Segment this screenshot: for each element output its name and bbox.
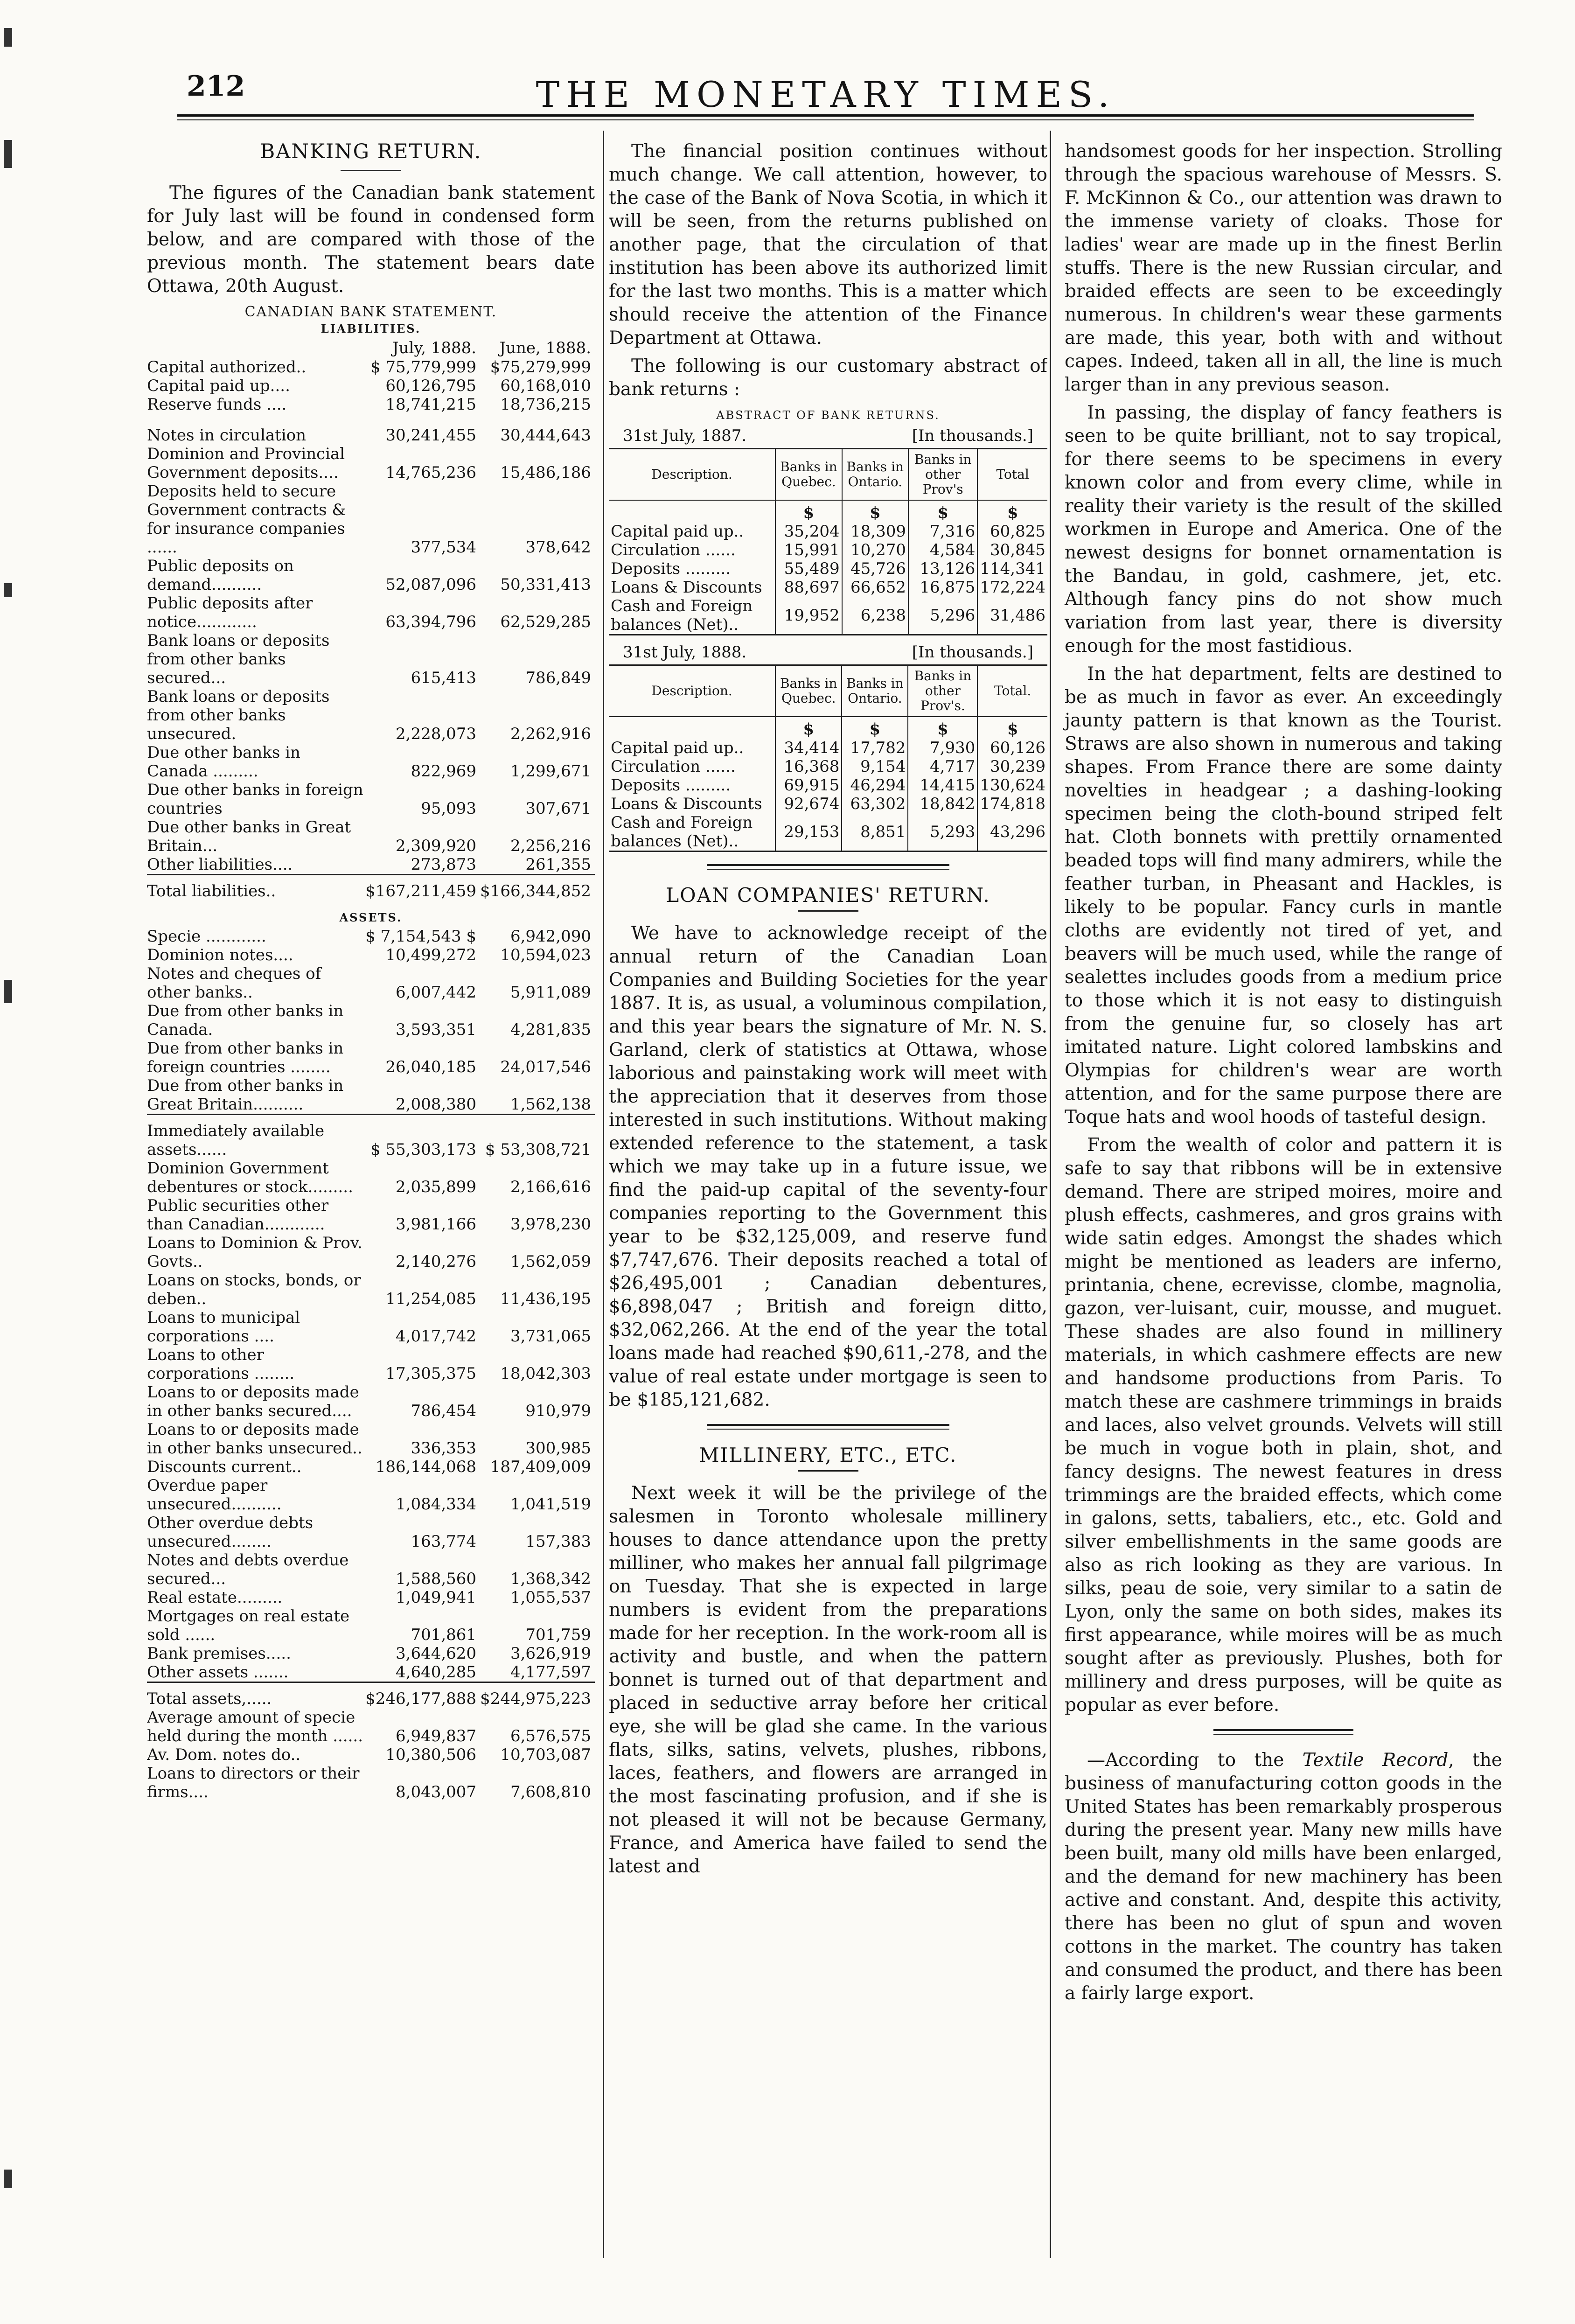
july-value: 52,087,096 <box>385 575 477 594</box>
unit-cell: $ <box>977 717 1047 739</box>
abstract-header-cell: Banks in Quebec. <box>775 449 842 501</box>
abstract-row <box>609 757 1047 776</box>
july-value: 26,040,185 <box>385 1058 477 1076</box>
assets-title: ASSETS. <box>339 911 403 924</box>
row-label: Public deposits after notice............ <box>147 594 313 631</box>
row-label: Other overdue debts unsecured........ <box>147 1514 314 1551</box>
statement-row <box>147 631 595 687</box>
statement-row <box>147 377 595 395</box>
column-middle <box>599 140 1047 2268</box>
july-value: 4,640,285 <box>396 1663 477 1682</box>
unit-cell: $ <box>908 500 977 522</box>
june-value: $75,279,999 <box>490 358 591 377</box>
abstract-value: 4,584 <box>908 541 977 559</box>
row-label: Loans to or deposits made in other banks unsecured.. <box>147 1420 362 1458</box>
ribbons-para: From the wealth of color and pattern it is safe to say that ribbons will be in extensive demand. There are striped moires, moire and plush effects, cashmeres, and gros grains with wide satin edges. Amongst the shades which might be mentioned as leaders are inferno, printania, chene, ecrevisse, clombe, magnolia, gazon, ver-luisant, cuir, mousse, and muguet. These shades are also found in millinery materials, in which cashmere effects are new and handsome productions from Paris. To match these are cashmere trimmings in braids and laces, also velvet grounds. Velvets will still be much in vogue both in plain, shot, and fancy designs. The newest features in dress trimmings are the braided effects, which come in galons, setts, tabaliers, etc., etc. Gold and silver embellishments in the same goods are also as rich looking as they are various. In silks, peau de soie, very similar to a satin de Lyon, only the same on both sides, makes its first appearance, while moires will be as much sought after as previously. Plushes, both for millinery and dress purposes, will be quite as popular as ever before. <box>1065 1135 1502 1716</box>
row-label: Reserve funds .... <box>147 395 287 414</box>
july-value: 2,035,899 <box>396 1178 477 1196</box>
statement-row <box>147 1383 595 1420</box>
july-value: 10,380,506 <box>385 1745 477 1764</box>
june-value: 1,562,059 <box>510 1252 591 1271</box>
abstract-row <box>609 559 1047 578</box>
row-label: Dominion and Provincial Government deposits.... <box>147 445 345 482</box>
abstract-value: 60,825 <box>977 522 1047 541</box>
abstract-value: 7,930 <box>908 739 977 757</box>
loan-companies-heading: LOAN COMPANIES' RETURN. <box>666 884 990 907</box>
page-number: 212 <box>187 70 245 103</box>
july-value <box>365 414 480 426</box>
july-value: 186,144,068 <box>375 1458 477 1476</box>
abstract-row <box>609 578 1047 597</box>
section-rule <box>1213 1729 1353 1735</box>
july-value: 1,049,941 <box>396 1588 477 1607</box>
statement-row <box>147 1002 595 1039</box>
statement-row <box>147 1346 595 1383</box>
abstract-description: Capital paid up.. <box>611 522 744 541</box>
july-value: 3,593,351 <box>396 1020 477 1039</box>
abstract-1887-caption <box>609 426 1047 445</box>
statement-row <box>147 395 595 414</box>
july-value: 6,949,837 <box>396 1727 477 1745</box>
statement-row <box>147 1420 595 1458</box>
unit-cell: $ <box>908 717 977 739</box>
june-value: 5,911,089 <box>510 983 591 1002</box>
july-value: 2,228,073 <box>396 725 477 743</box>
row-label: Notes and cheques of other banks.. <box>147 964 321 1002</box>
june-value: 6,576,575 <box>510 1727 591 1745</box>
june-value: 11,436,195 <box>500 1290 591 1308</box>
abstract-description: Capital paid up.. <box>611 739 744 757</box>
july-value: $ 7,154,543 $ <box>365 927 477 946</box>
abstract-description: Cash and Foreign balances (Net).. <box>609 813 775 851</box>
heading-rule <box>798 1470 858 1472</box>
total-liabilities-row: Total liabilities.. $167,211,459 $166,344,852 <box>147 875 595 901</box>
statement-row <box>147 818 595 855</box>
june-value: 187,409,009 <box>490 1458 591 1476</box>
statement-row <box>147 964 595 1002</box>
july-value: 10,499,272 <box>385 946 477 964</box>
abstract-value: 17,782 <box>842 739 908 757</box>
loan-companies-text: We have to acknowledge receipt of the annual return of the Canadian Loan Companies and Building Societies for the year 1887. It is, as usual, a voluminous compilation, and this year bears the signature of Mr. N. S. Garland, clerk of statistics at Ottawa, whose laborious and painstaking work will meet with the appreciation that it deserves from those interested in such institutions. Without making extended reference to the statement, a task which we may take up in a future issue, we find the paid-up capital of the seventy-four companies reporting to the Government this year to be $32,125,009, and reserve fund $7,747,676. Their deposits reached a total of $26,495,001 ; Canadian debentures, $6,898,047 ; British and foreign ditto, $32,062,266. At the end of the year the total loans made had reached $90,611,-278, and the value of real estate under mortgage is seen to be $185,121,682. <box>609 923 1047 1410</box>
statement-row <box>147 1076 595 1115</box>
july-value: 786,454 <box>411 1402 477 1420</box>
row-label: Overdue paper unsecured.......... <box>147 1476 282 1514</box>
abstract-value: 172,224 <box>977 578 1047 597</box>
heading-rule <box>341 170 401 171</box>
abstract-value: 30,845 <box>977 541 1047 559</box>
abstract-table-1887 <box>609 448 1047 635</box>
feathers-para: In passing, the display of fancy feathers is seen to be quite brilliant, not to say tropical, for there seems to be specimens in every known color and from every clime, while in reality their variety is the result of the skilled workmen in Europe and America. One of the newest designs for bonnet ornamentation is the Bandau, in gold, cashmere, jet, etc. Although fancy pins do not show much variation from last year, there is diversity enough for the most fastidious. <box>1065 402 1502 656</box>
row-label: Loans to or deposits made in other banks secured.... <box>147 1383 359 1420</box>
scan-mark <box>4 980 12 1003</box>
abstract-value: 46,294 <box>842 776 908 795</box>
row-label: Bank loans or deposits from other banks unsecured. <box>147 687 330 743</box>
abstract-row <box>609 522 1047 541</box>
row-label: Real estate......... <box>147 1588 283 1607</box>
abstract-header-cell: Description. <box>609 665 775 717</box>
statement-row <box>147 927 595 946</box>
july-value: 701,861 <box>411 1626 477 1644</box>
abstract-header-cell: Banks in Ontario. <box>842 449 908 501</box>
abstract-value: 18,309 <box>842 522 908 541</box>
abstract-value: 130,624 <box>977 776 1047 795</box>
july-value: 273,873 <box>411 855 477 874</box>
abstract-value: 114,341 <box>977 559 1047 578</box>
row-label: Bank premises..... <box>147 1644 291 1663</box>
row-label: Public deposits on demand.......... <box>147 557 294 594</box>
section-rule <box>707 1424 949 1430</box>
abstract-description: Circulation ...... <box>611 541 736 559</box>
july-value: 3,644,620 <box>396 1644 477 1663</box>
july-value: 30,241,455 <box>385 426 477 445</box>
abstract-units-row <box>609 500 1047 522</box>
abstract-description: Deposits ......... <box>611 776 731 795</box>
june-value: 1,368,342 <box>510 1570 591 1588</box>
july-value: 3,981,166 <box>396 1215 477 1234</box>
abstract-row <box>609 739 1047 757</box>
abstract-header-cell: Total. <box>977 665 1047 717</box>
abstract-row <box>609 541 1047 559</box>
row-label: Due other banks in Great Britain... <box>147 818 351 855</box>
abstract-value: 35,204 <box>775 522 842 541</box>
abstract-value: 92,674 <box>775 795 842 813</box>
statement-row <box>147 1271 595 1308</box>
column-banking-return <box>147 140 595 2268</box>
row-label: Bank loans or deposits from other banks secured... <box>147 631 330 687</box>
july-value: 60,126,795 <box>385 377 477 395</box>
unit-cell: $ <box>842 500 908 522</box>
statement-row <box>147 1476 595 1514</box>
abstract-header-cell: Banks in other Prov's. <box>908 665 977 717</box>
statement-row <box>147 1551 595 1588</box>
statement-row <box>147 1234 595 1271</box>
row-label: Due other banks in foreign countries <box>147 781 363 818</box>
row-label <box>147 414 365 426</box>
column-divider <box>1050 131 1051 2258</box>
liabilities-table <box>147 338 595 900</box>
abstract-row <box>609 776 1047 795</box>
statement-row <box>147 946 595 964</box>
row-label: Due from other banks in Canada. <box>147 1002 344 1039</box>
unit-cell <box>609 500 775 522</box>
unit-cell: $ <box>842 717 908 739</box>
abstract-value: 31,486 <box>977 597 1047 635</box>
abstract-value: 13,126 <box>908 559 977 578</box>
june-value: 10,703,087 <box>500 1745 591 1764</box>
abstract-value: 16,368 <box>775 757 842 776</box>
june-value: 307,671 <box>525 799 591 818</box>
statement-row <box>147 855 595 875</box>
july-value: $ 75,779,999 <box>370 358 477 377</box>
abstract-value: 6,238 <box>842 597 908 635</box>
statement-row <box>147 358 595 377</box>
row-label: Other liabilities.... <box>147 855 293 874</box>
abstract-description: Circulation ...... <box>611 757 736 776</box>
june-value: 18,042,303 <box>500 1364 591 1383</box>
june-value: 261,355 <box>525 855 591 874</box>
june-value: 1,299,671 <box>510 762 591 781</box>
scan-mark <box>4 140 12 168</box>
june-value: 3,626,919 <box>510 1644 591 1663</box>
abstract-value: 63,302 <box>842 795 908 813</box>
immediate-assets-row: Immediately available assets...... $ 55,303,173 $ 53,308,721 <box>147 1115 595 1159</box>
statement-row <box>147 1708 595 1745</box>
july-value: 6,007,442 <box>396 983 477 1002</box>
abstract-value: 69,915 <box>775 776 842 795</box>
row-label: Loans to municipal corporations .... <box>147 1308 300 1346</box>
abstract-description: Loans & Discounts <box>611 795 762 813</box>
july-value: 377,534 <box>411 538 477 557</box>
statement-row <box>147 1588 595 1607</box>
statement-row <box>147 1196 595 1234</box>
millinery-text: Next week it will be the privilege of the salesmen in Toronto wholesale millinery houses to dance attendance upon the pretty milliner, who makes her annual fall pilgrimage on Tuesday. That she is expected in large numbers is evident from the preparations made for her reception. In the work-room all is activity and bustle, and when the pattern bonnet is turned out of that department and placed in seductive array before her critical eye, she will be glad she came. In the various flats, silks, satins, velvets, plushes, ribbons, laces, feathers, and flowers are arranged in the most fascinating profusion, and if she is not pleased it will not be because Germany, France, and America have failed to send the latest and <box>609 1483 1047 1877</box>
masthead-title: THE MONETARY TIMES. <box>536 74 1116 115</box>
col-june: June, 1888. <box>499 339 591 357</box>
july-value: 163,774 <box>411 1532 477 1551</box>
july-value: 63,394,796 <box>385 613 477 631</box>
june-value: 30,444,643 <box>500 426 591 445</box>
statement-row <box>147 781 595 818</box>
june-value: 4,177,597 <box>510 1663 591 1682</box>
abstract-value: 5,293 <box>908 813 977 851</box>
row-label: Public securities other than Canadian............ <box>147 1196 329 1234</box>
abstract-table-1888 <box>609 664 1047 852</box>
abstract-value: 4,717 <box>908 757 977 776</box>
abstract-value: 29,153 <box>775 813 842 851</box>
abstract-value: 15,991 <box>775 541 842 559</box>
scan-mark <box>4 28 12 47</box>
june-value: 60,168,010 <box>500 377 591 395</box>
statement-row <box>147 445 595 482</box>
july-value: 336,353 <box>411 1439 477 1458</box>
liabilities-title: LIABILITIES. <box>321 322 421 335</box>
row-label: Av. Dom. notes do.. <box>147 1745 301 1764</box>
june-value: 701,759 <box>525 1626 591 1644</box>
statement-row <box>147 414 595 426</box>
june-value: 157,383 <box>525 1532 591 1551</box>
july-value: 4,017,742 <box>396 1327 477 1346</box>
abstract-intro-para: The following is our customary abstract of bank returns : <box>609 356 1047 400</box>
row-label: Specie ............ <box>147 927 266 946</box>
june-value: 6,942,090 <box>510 927 591 946</box>
june-value: 2,256,216 <box>510 837 591 855</box>
row-label: Dominion Government debentures or stock......... <box>147 1159 353 1196</box>
june-value: 7,608,810 <box>510 1783 591 1801</box>
july-value: 2,140,276 <box>396 1252 477 1271</box>
july-value: 11,254,085 <box>385 1290 477 1308</box>
abstract-value: 18,842 <box>908 795 977 813</box>
header-rule <box>177 114 1474 120</box>
june-value: 1,041,519 <box>510 1495 591 1514</box>
abstract-value: 10,270 <box>842 541 908 559</box>
row-label: Loans on stocks, bonds, or deben.. <box>147 1271 361 1308</box>
heading-rule <box>798 910 858 912</box>
row-label: Notes in circulation <box>147 426 306 445</box>
millinery-heading: MILLINERY, ETC., ETC. <box>699 1444 957 1466</box>
unit-cell: $ <box>775 717 842 739</box>
july-value: 18,741,215 <box>385 395 477 414</box>
assets-table <box>147 927 595 1801</box>
row-label: Average amount of specie held during the month ...... <box>147 1708 363 1745</box>
abstract-value: 5,296 <box>908 597 977 635</box>
row-label: Due other banks in Canada ......... <box>147 743 300 781</box>
july-value: 14,765,236 <box>385 463 477 482</box>
june-value: 10,594,023 <box>500 946 591 964</box>
abstract-value: 8,851 <box>842 813 908 851</box>
page-header <box>177 65 1474 121</box>
statement-row <box>147 594 595 631</box>
textile-record-para: —According to the Textile Record, the business of manufacturing cotton goods in the United States has been remarkably prosperous during the present year. Many new mills have been built, many old mills have been enlarged, and the demand for new machinery has been active and constant. And, despite this activity, there has been no glut of spun and woven cottons in the market. The country has taken and consumed the product, and there has been a fairly large export. <box>1065 1750 1502 2004</box>
july-value: 1,084,334 <box>396 1495 477 1514</box>
abstract-value: 174,818 <box>977 795 1047 813</box>
banking-heading: BANKING RETURN. <box>260 140 482 163</box>
july-value: 95,093 <box>421 799 477 818</box>
row-label: Loans to directors or their firms.... <box>147 1764 360 1801</box>
statement-row <box>147 1663 595 1682</box>
unit-cell <box>609 717 775 739</box>
june-value: 910,979 <box>525 1402 591 1420</box>
june-value: 378,642 <box>525 538 591 557</box>
july-value: 822,969 <box>411 762 477 781</box>
abstract-header-cell: Total <box>977 449 1047 501</box>
statement-row <box>147 557 595 594</box>
july-value: 615,413 <box>411 669 477 687</box>
row-label: Discounts current.. <box>147 1458 302 1476</box>
scan-mark <box>4 583 12 597</box>
row-label: Deposits held to secure Government contracts & for insurance companies ...... <box>147 482 346 557</box>
statement-row <box>147 426 595 445</box>
row-label: Other assets ....... <box>147 1663 289 1682</box>
statement-row <box>147 1607 595 1644</box>
statement-title: CANADIAN BANK STATEMENT. <box>244 304 497 320</box>
total-assets-row: Total assets,..... $246,177,888 $244,975,223 <box>147 1682 595 1709</box>
abstract-row <box>609 597 1047 635</box>
june-value: 1,055,537 <box>510 1588 591 1607</box>
row-label: Mortgages on real estate sold ...... <box>147 1607 350 1644</box>
june-value: 24,017,546 <box>500 1058 591 1076</box>
statement-row <box>147 1514 595 1551</box>
abstract-value: 43,296 <box>977 813 1047 851</box>
statement-row <box>147 1764 595 1801</box>
millinery-continued-para: handsomest goods for her inspection. Strolling through the spacious warehouse of Messrs. S. F. McKinnon & Co., our attention was drawn to the immense variety of cloaks. Those for ladies' wear are made up in the finest Berlin stuffs. There is the new Russian circular, and braided effects are seen to be exceedingly numerous. In children's wear these garments are made, this year, both with and without capes. Indeed, taken all in all, the line is much larger than in any previous season. <box>1065 141 1502 395</box>
abstract-header-cell: Banks in Ontario. <box>842 665 908 717</box>
abstract-header-cell: Description. <box>609 449 775 501</box>
june-value: 786,849 <box>525 669 591 687</box>
statement-row <box>147 687 595 743</box>
june-value: 2,166,616 <box>510 1178 591 1196</box>
abstract-header-cell: Banks in other Prov's <box>908 449 977 501</box>
july-value: 2,008,380 <box>396 1095 477 1114</box>
abstract-value: 45,726 <box>842 559 908 578</box>
june-value: 3,978,230 <box>510 1215 591 1234</box>
financial-position-para: The financial position continues without much change. We call attention, however, to the case of the Bank of Nova Scotia, in which it will be seen, from the returns published on another page, that the circulation of that institution has been above its authorized limit for the last two months. This is a matter which should receive the attention of the Finance Department at Ottawa. <box>609 141 1047 349</box>
july-value: 2,309,920 <box>396 837 477 855</box>
abstract-description: Loans & Discounts <box>611 578 762 597</box>
row-label: Due from other banks in foreign countries ........ <box>147 1039 344 1076</box>
row-label: Dominion notes.... <box>147 946 293 964</box>
statement-row <box>147 1308 595 1346</box>
june-value: 2,262,916 <box>510 725 591 743</box>
statement-row <box>147 482 595 557</box>
unit-cell: $ <box>977 500 1047 522</box>
abstract-value: 16,875 <box>908 578 977 597</box>
statement-row <box>147 1039 595 1076</box>
abstract-value: 19,952 <box>775 597 842 635</box>
june-value <box>480 414 595 426</box>
row-label: Loans to Dominion & Prov. Govts.. <box>147 1234 362 1271</box>
june-value: 18,736,215 <box>500 395 591 414</box>
july-value: 8,043,007 <box>396 1783 477 1801</box>
statement-row <box>147 1159 595 1196</box>
hat-department-para: In the hat department, felts are destined to be as much in favor as ever. An exceedingly jaunty pattern is that known as the Tourist. Straws are also shown in numerous and taking shapes. From France there are some dainty novelties in headgear ; a dashing-looking specimen being the cloth-bound striped felt hat. Cloth bonnets with prettily ornamented beaded tops will find many admirers, while the feather turban, in Pheasant and Hackles, is likely to be popular. Fancy curls in mantle cloths are evidently not tired of yet, and beavers will be much used, while the range of sealettes includes goods from a medium price to those which it is not easy to distinguish from the genuine fur, so closely has art imitated nature. Light colored lambskins and Olympias for children's wear are worth attention, and for the same purpose there are Toque hats and wool hoods of tasteful design. <box>1065 663 1502 1128</box>
abstract-value: 9,154 <box>842 757 908 776</box>
abstract-value: 55,489 <box>775 559 842 578</box>
abstract-units-row <box>609 717 1047 739</box>
row-label: Loans to other corporations ........ <box>147 1346 295 1383</box>
abstract-1888-note: [In thousands.] <box>912 643 1033 662</box>
col-july: July, 1888. <box>392 339 477 357</box>
june-value: 50,331,413 <box>500 575 591 594</box>
abstract-value: 14,415 <box>908 776 977 795</box>
abstract-1887-date: 31st July, 1887. <box>623 426 747 445</box>
july-value: 17,305,375 <box>385 1364 477 1383</box>
june-value: 300,985 <box>525 1439 591 1458</box>
banking-intro: The figures of the Canadian bank statement for July last will be found in condensed form below, and are compared with those of the previous month. The statement bears date Ottawa, 20th August. <box>147 182 595 297</box>
abstract-1888-caption <box>609 643 1047 662</box>
june-value: 1,562,138 <box>510 1095 591 1114</box>
abstract-row <box>609 813 1047 851</box>
june-value: 15,486,186 <box>500 463 591 482</box>
abstract-value: 30,239 <box>977 757 1047 776</box>
row-label: Capital authorized.. <box>147 358 307 377</box>
scan-mark <box>4 2170 12 2188</box>
abstract-value: 7,316 <box>908 522 977 541</box>
abstract-1888-date: 31st July, 1888. <box>623 643 747 662</box>
abstract-value: 34,414 <box>775 739 842 757</box>
abstract-1887-note: [In thousands.] <box>912 426 1033 445</box>
row-label: Capital paid up.... <box>147 377 290 395</box>
abstract-value: 88,697 <box>775 578 842 597</box>
column-right <box>1054 140 1502 2268</box>
section-rule <box>707 864 949 870</box>
unit-cell: $ <box>775 500 842 522</box>
statement-row <box>147 743 595 781</box>
statement-row <box>147 1745 595 1764</box>
june-value: 62,529,285 <box>500 613 591 631</box>
statement-row <box>147 1458 595 1476</box>
textile-record-title: Textile Record <box>1302 1750 1449 1771</box>
abstract-row <box>609 795 1047 813</box>
july-value: 1,588,560 <box>396 1570 477 1588</box>
statement-row <box>147 1644 595 1663</box>
row-label: Notes and debts overdue secured... <box>147 1551 349 1588</box>
row-label: Due from other banks in Great Britain.......... <box>147 1076 344 1114</box>
abstract-value: 60,126 <box>977 739 1047 757</box>
june-value: 3,731,065 <box>510 1327 591 1346</box>
abstract-value: 66,652 <box>842 578 908 597</box>
abstract-description: Cash and Foreign balances (Net).. <box>609 597 775 635</box>
june-value: 4,281,835 <box>510 1020 591 1039</box>
abstract-description: Deposits ......... <box>611 559 731 578</box>
abstract-header-cell: Banks in Quebec. <box>775 665 842 717</box>
abstract-title: ABSTRACT OF BANK RETURNS. <box>716 409 940 422</box>
